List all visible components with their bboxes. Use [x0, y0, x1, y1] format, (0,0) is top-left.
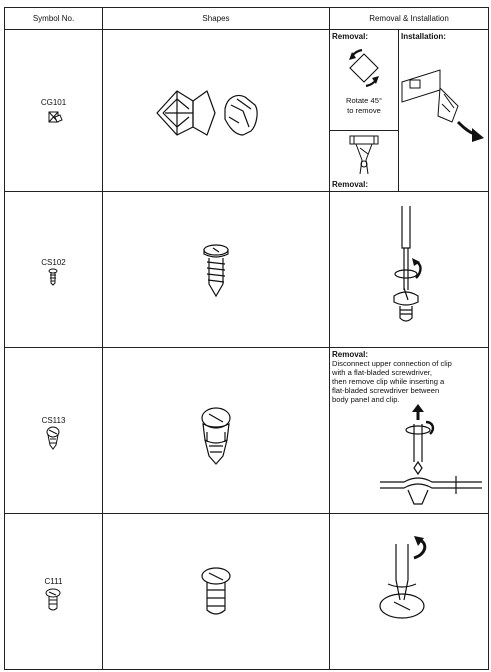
removal-line-4: flat-bladed screwdriver between: [332, 386, 440, 395]
shapes-cell: [103, 514, 330, 670]
removal-label: Removal:: [332, 350, 369, 359]
clips-table: [4, 7, 489, 670]
symbol-code: C111: [44, 577, 63, 586]
header-shapes: Shapes: [103, 8, 330, 30]
shapes-cell: [103, 192, 330, 348]
symbol-cell: [5, 30, 103, 192]
shapes-cell: [103, 30, 330, 192]
installation-panel: [398, 30, 488, 191]
symbol-code: CG101: [40, 98, 67, 107]
cs102-symbol-icon: [5, 267, 102, 287]
removal-installation-cell: [330, 192, 489, 348]
c111-removal-icon: [330, 514, 488, 669]
pliers-removal-icon: [346, 134, 382, 178]
removal-installation-cell: [330, 514, 489, 670]
installation-label: Installation:: [401, 32, 446, 41]
removal-panel: [330, 30, 399, 131]
cg101-procedure: [330, 30, 488, 191]
shapes-cell: [103, 348, 330, 514]
c111-shape-icon: [103, 514, 329, 669]
symbol-cell: [5, 348, 103, 514]
rotate-arrows-icon: [340, 44, 388, 92]
removal-line-2: with a flat-bladed screwdriver,: [332, 368, 433, 377]
row-cg101: [5, 30, 489, 192]
removal-line-1: Disconnect upper connection of clip: [332, 359, 452, 368]
removal-line-5: body panel and clip.: [332, 395, 400, 404]
cs113-procedure: [330, 348, 488, 513]
header-row: [5, 8, 489, 30]
rotate-text-2: to remove: [347, 106, 381, 115]
symbol-code: CS102: [41, 258, 66, 267]
row-c111: [5, 514, 489, 670]
symbol-code: CS113: [41, 416, 66, 425]
cs113-shape-icon: [103, 348, 329, 513]
row-cs102: [5, 192, 489, 348]
cs113-removal-icon: [370, 404, 486, 508]
removal-line-3: then remove clip while inserting a: [332, 377, 445, 386]
row-cs113: [5, 348, 489, 514]
removal-label: Removal:: [332, 32, 369, 41]
removal-installation-cell: [330, 348, 489, 514]
symbol-cell: [5, 192, 103, 348]
c111-symbol-icon: [5, 586, 102, 612]
cs102-shape-icon: [103, 192, 329, 347]
header-removal-installation: Removal & Installation: [330, 8, 489, 30]
symbol-cell: [5, 514, 103, 670]
cg101-shape-icon: [103, 31, 329, 191]
installation-icon: [400, 68, 488, 158]
removal-installation-cell: [330, 30, 489, 192]
rotate-text-1: Rotate 45°: [346, 96, 382, 105]
header-symbol-no: Symbol No.: [5, 8, 103, 30]
cs113-symbol-icon: [5, 425, 102, 451]
removal-panel-2: [330, 130, 399, 191]
removal-label-2: Removal:: [332, 180, 369, 189]
cs102-screwdriver-icon: [330, 192, 488, 347]
cg101-symbol-icon: [5, 107, 102, 129]
